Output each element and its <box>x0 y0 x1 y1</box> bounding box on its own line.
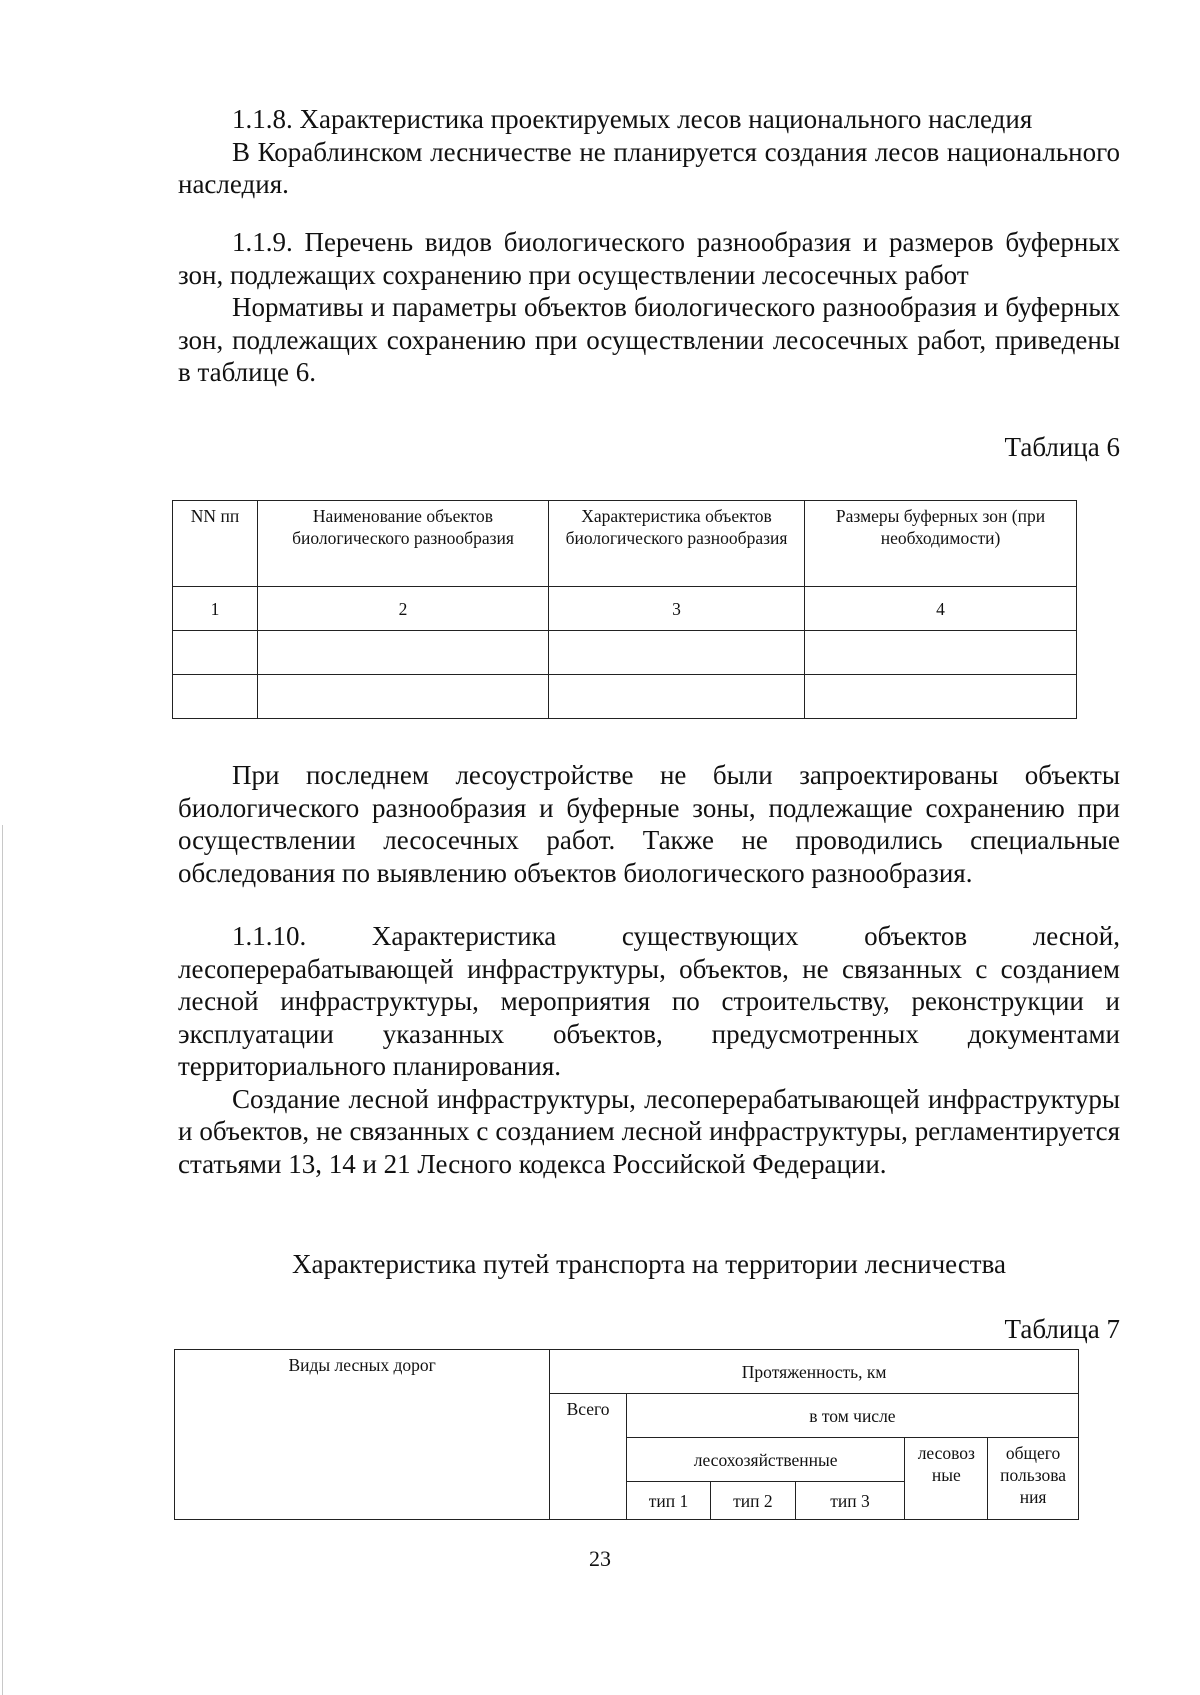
empty-cell <box>258 631 549 675</box>
table-row <box>173 675 1077 719</box>
table-header-cell: Размеры буферных зон (при необходимости) <box>805 501 1077 587</box>
table-header-cell: общего пользова ния <box>988 1438 1079 1520</box>
page-number: 23 <box>589 1546 611 1571</box>
table-row <box>173 631 1077 675</box>
empty-cell <box>805 675 1077 719</box>
table-7-caption: Таблица 7 <box>1004 1314 1120 1344</box>
transport-title: Характеристика путей транспорта на территории лесничества <box>292 1249 1006 1279</box>
table-header-cell: Наименование объектов биологического разнообразия <box>258 501 549 587</box>
column-number-cell: 1 <box>173 587 258 631</box>
column-number-cell: 2 <box>258 587 549 631</box>
section-heading: 1.1.10. Характеристика существующих объектов лесной, лесоперерабатывающей инфраструктуры, объектов, не связанных с созданием лесной инфраструктуры, мероприятия по строительству, реконструкции и эксплуатации указанных объектов, предусмотренных документами территориального планирования. <box>178 921 1120 1081</box>
empty-cell <box>258 675 549 719</box>
table-header-cell: NN пп <box>173 501 258 587</box>
table-header-cell: в том числе <box>626 1394 1078 1438</box>
table-header-cell: Характеристика объектов биологического разнообразия <box>549 501 805 587</box>
paragraph: Создание лесной инфраструктуры, лесоперерабатывающей инфраструктуры и объектов, не связанных с созданием лесной инфраструктуры, регламентируется статьями 13, 14 и 21 Лесного кодекса Российской Федерации. <box>178 1083 1120 1179</box>
section-1-1-8 <box>178 103 1120 201</box>
column-number-cell: 4 <box>805 587 1077 631</box>
paragraph: Нормативы и параметры объектов биологического разнообразия и буферных зон, подлежащих сохранению при осуществлении лесосечных работ, приведены в таблице 6. <box>178 292 1120 387</box>
section-1-1-10 <box>178 920 1120 1180</box>
paragraph: При последнем лесоустройстве не были запроектированы объекты биологического разнообразия и буферные зоны, подлежащие сохранению при осуществлении лесосечных работ. Также не проводились специальные обследования по выявлению объектов биологического разнообразия. <box>178 760 1120 888</box>
table-header-cell: лесовоз ные <box>905 1438 988 1520</box>
table-header-cell: Протяженность, км <box>550 1350 1079 1394</box>
empty-cell <box>173 675 258 719</box>
empty-cell <box>549 631 805 675</box>
empty-cell <box>173 631 258 675</box>
table-6-caption: Таблица 6 <box>1004 432 1120 462</box>
table-header-cell: лесохозяйственные <box>626 1438 905 1482</box>
table-6 <box>172 500 1077 719</box>
after-table-6 <box>178 759 1120 889</box>
section-heading: 1.1.8. Характеристика проектируемых лесов национального наследия <box>232 104 1033 134</box>
section-1-1-9 <box>178 226 1120 389</box>
table-7 <box>174 1349 1079 1520</box>
table-header-cell: тип 1 <box>626 1482 710 1520</box>
table-header-cell: тип 3 <box>795 1482 905 1520</box>
paragraph: В Кораблинском лесничестве не планируется создания лесов национального наследия. <box>178 136 1120 199</box>
table-header-cell: тип 2 <box>711 1482 795 1520</box>
empty-cell <box>805 631 1077 675</box>
section-heading: 1.1.9. Перечень видов биологического разнообразия и размеров буферных зон, подлежащих сохранению при осуществлении лесосечных работ <box>178 227 1120 290</box>
column-number-cell: 3 <box>549 587 805 631</box>
table-header-cell: Всего <box>550 1394 627 1520</box>
empty-cell <box>549 675 805 719</box>
table-header-cell: Виды лесных дорог <box>175 1350 550 1520</box>
